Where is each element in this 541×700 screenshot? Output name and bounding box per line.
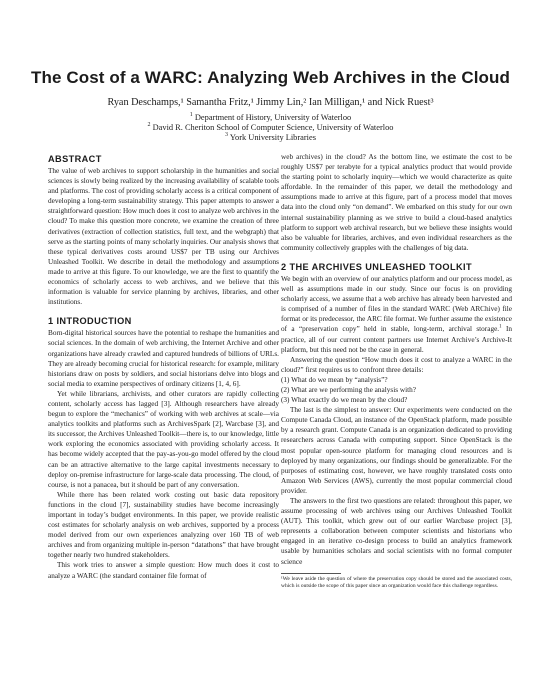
affiliation-3 xyxy=(20,133,521,142)
abstract-heading: ABSTRACT xyxy=(48,154,102,164)
affiliation-mark: 2 xyxy=(147,122,151,129)
affiliation-text: Department of History, University of Waterloo xyxy=(194,113,352,122)
footnote-marker: 1 xyxy=(499,325,502,330)
paragraph-text: We begin with an overview of our analytics platform and our process model, as well as assumptions made in our study. Since our focus is on providing scholarly access, we assume that a web archive has already been harvested and is comprised of a number of files in the standard WARC (Web ARChive) file format or its predecessor, the ARC file format. We further assume the existence of a “preservation copy” held in stable, long-term, archival storage. xyxy=(281,274,512,334)
affiliation-mark: 1 xyxy=(189,112,193,119)
intro-paragraph-1: Born-digital historical sources have the potential to reshape the humanities and social sciences. In the domain of web archiving, the Internet Archive and other organizations have already crawled and captured hundreds of billions of URLs. They are already becoming crucial for historical research: for example, military historians draw on posts by soldiers, and social historians delve into blogs and social media to examine perspectives of ordinary citizens [1, 4, 6]. xyxy=(48,329,279,388)
section-2-paragraph-3: The last is the simplest to answer: Our experiments were conducted on the Compute Canada Cloud, an instance of the OpenStack platform, made possible by a research grant. Compute Canada is an organization dedicated to providing researchers across Canada with computing support. Since OpenStack is the most popular open-source platform for managing cloud resources and is deployed by many organizations, our findings should be generalizable. For the purposes of estimating cost, however, we have roughly translated costs onto Amazon Web Services (AWS), currently the most popular commercial cloud provider. xyxy=(281,406,512,495)
list-item: (2) What are we performing the analysis with? xyxy=(281,385,416,394)
left-column xyxy=(48,152,279,581)
intro-paragraph-4: This work tries to answer a simple question: How much does it cost to analyze a WARC (the standard container file format of xyxy=(48,561,279,580)
introduction-heading: 1 INTRODUCTION xyxy=(48,316,132,327)
affiliation-text: David R. Cheriton School of Computer Science, University of Waterloo xyxy=(152,123,394,132)
intro-paragraph-2: Yet while librarians, archivists, and other curators are rapidly collecting content, scholarly access has lagged [3]. Although researchers have already begun to explore the “mechanics” of working with web archives at scale—via analytics toolkits and platforms such as ArchivesSpark [2], Warcbase [3], and its successor, the Archives Unleashed Toolkit—there is, to our knowledge, little work exploring the economics associated with providing scholarly access. It has become widely accepted that the pay-as-you-go model offered by the cloud can be an attractive alternative to the large capital investments necessary to deploy on-premise infrastructure for large-scale data processing. The cloud, of course, is not a panacea, but it should be part of any conversation. xyxy=(48,389,279,489)
footnote: ¹We leave aside the question of where the preservation copy should be stored and the associated costs, which is outside the scope of this paper since an organization would face this challenge regardless. xyxy=(281,575,512,589)
section-2-paragraph-2: Answering the question “How much does it cost to analyze a WARC in the cloud?” first requires us to confront three details: xyxy=(281,355,512,374)
section-2-paragraph-1 xyxy=(281,274,512,355)
author-list: Ryan Deschamps,¹ Samantha Fritz,¹ Jimmy Lin,² Ian Milligan,¹ and Nick Ruest³ xyxy=(107,97,434,108)
affiliation-text: York University Libraries xyxy=(229,133,316,142)
footnote-divider xyxy=(281,573,341,574)
affiliation-2 xyxy=(20,123,521,132)
section-2-heading: 2 THE ARCHIVES UNLEASHED TOOLKIT xyxy=(281,261,472,272)
abstract-text: The value of web archives to support scholarship in the humanities and social sciences is slowly being realized by the increasing availability of scalable tools and platforms. The cost of providing scholarly access is a critical component of developing a long-term sustainability strategy. This paper attempts to answer a straightforward question: How much does it cost to analyze web archives in the cloud? To make this question more concrete, we examine the creation of three derivatives (extraction of collection statistics, full text, and the webgraph) that serve as the starting points of many scholarly inquiries. Our analysis shows that these typical derivatives costs around US$7 per TB using our Archives Unleashed Toolkit. We describe in detail the methodology and assumptions made to arrive at this figure. To our knowledge, we are the first to quantify the economics of scholarly access to web archives, and we believe that this information is valuable for service planning by archives, libraries, and other institutions. xyxy=(48,167,279,307)
question-list xyxy=(281,375,512,405)
affiliation-1 xyxy=(20,113,521,122)
paragraph-text: In practice, all of our current content partners use Internet Archive’s Archive-It platform, but this need not be the case in general. xyxy=(281,325,512,354)
list-item: (3) What exactly do we mean by the cloud? xyxy=(281,396,408,405)
paper-title: The Cost of a WARC: Analyzing Web Archives in the Cloud xyxy=(30,68,510,87)
intro-paragraph-3: While there has been related work costing out basic data repository functions in the cloud [7], sustainability studies have become increasingly important in today’s budget environments. In this paper, we provide realistic cost estimates for scholarly analysis on web archives, supported by a process model derived from our own experiences analyzing over 160 TB of web archives and from organizing multiple in-person “datathons” that have brought together nearly two hundred stakeholders. xyxy=(48,490,279,560)
intro-continuation: web archives) in the cloud? As the bottom line, we estimate the cost to be roughly US$7 per terabyte for a typical analytics product that would provide the starting point to scholarly inquiry—which we would characterize as quite affordable. In the remainder of this paper, we detail the methodology and assumptions made to arrive at this figure, part of a process model that moves data into the cloud only “on demand”. We embarked on this study for our own internal sustainability planning as we strive to build a cloud-based analytics platform to support web archival research, but we believe these insights would also be valuable for libraries, archives, and even individual researchers as the community collectively grapples with the challenges of big data. xyxy=(281,153,512,252)
section-2-paragraph-4: The answers to the first two questions are related: throughout this paper, we assume processing of web archives using our Archives Unleashed Toolkit (AUT). This toolkit, which grew out of our earlier Warcbase project [3], represents a collaboration between computer scientists and historians who engaged in an iterative co-design process to build an analytics framework usable by humanities scholars and social scientists with no formal computer science xyxy=(281,497,512,566)
list-item: (1) What do we mean by “analysis”? xyxy=(281,375,388,384)
right-column xyxy=(281,152,512,590)
affiliation-mark: 3 xyxy=(225,132,229,139)
